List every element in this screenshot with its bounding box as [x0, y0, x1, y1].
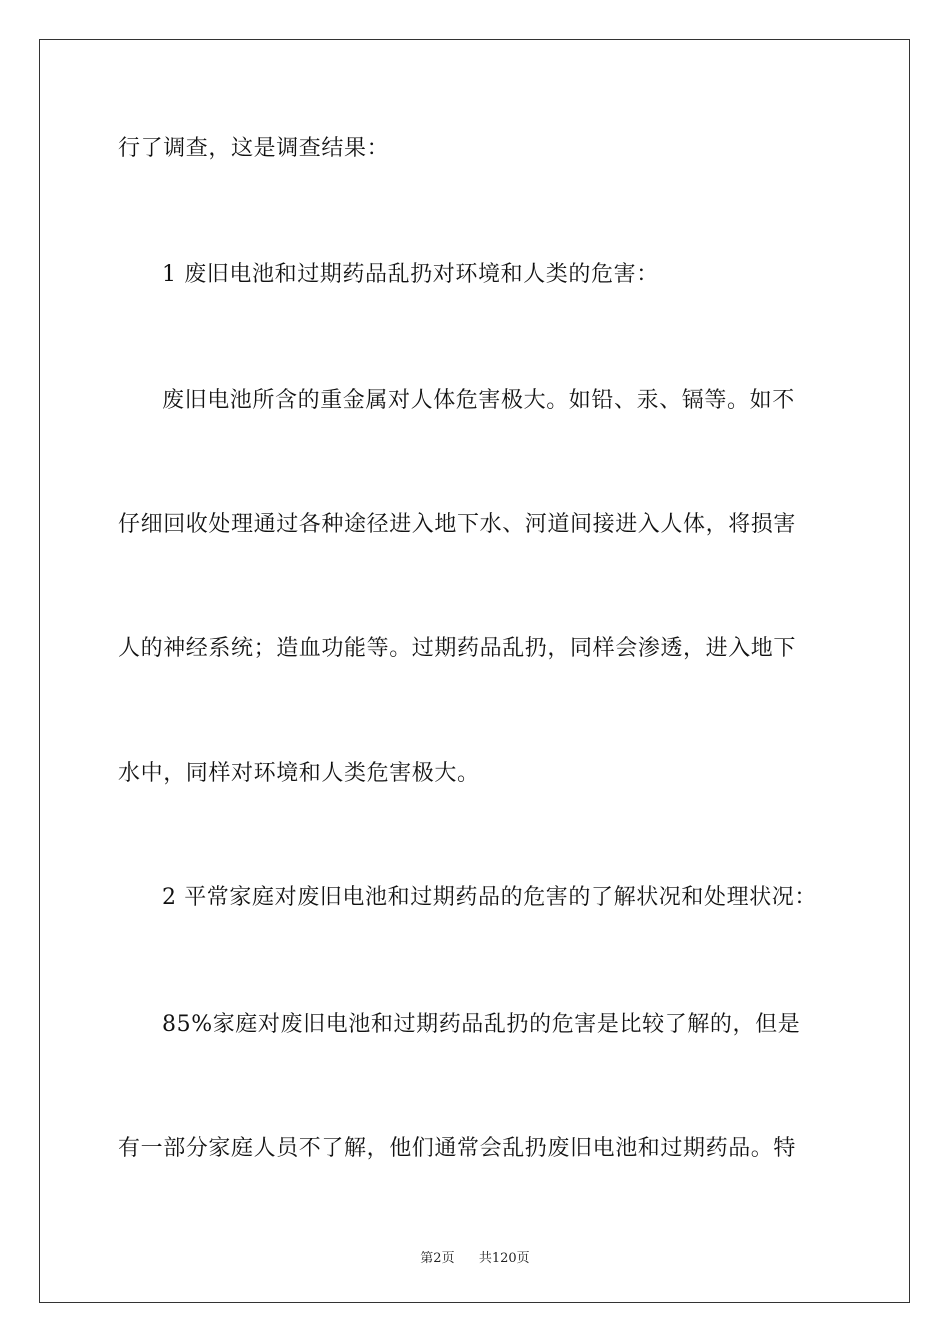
section-heading-2: 2 平常家庭对废旧电池和过期药品的危害的了解状况和处理状况： [162, 885, 817, 910]
body-line-5: 水中，同样对环境和人类危害极大。 [118, 761, 480, 786]
section-heading-1: 1 废旧电池和过期药品乱扔对环境和人类的危害： [162, 262, 659, 287]
page-footer [0, 1247, 950, 1266]
body-line-6: 85%家庭对废旧电池和过期药品乱扔的危害是比较了解的，但是 [162, 1012, 801, 1037]
body-line-2: 废旧电池所含的重金属对人体危害极大。如铅、汞、镉等。如不 [162, 388, 795, 413]
body-line-4: 人的神经系统；造血功能等。过期药品乱扔，同样会渗透，进入地下 [118, 636, 797, 661]
page-number: 第2页 [420, 1251, 455, 1266]
body-line-1: 行了调查，这是调查结果： [118, 136, 390, 161]
body-line-7: 有一部分家庭人员不了解，他们通常会乱扔废旧电池和过期药品。特 [118, 1136, 797, 1161]
body-line-3: 仔细回收处理通过各种途径进入地下水、河道间接进入人体，将损害 [118, 512, 797, 537]
page-border [39, 39, 910, 1303]
page-total: 共120页 [478, 1251, 530, 1266]
